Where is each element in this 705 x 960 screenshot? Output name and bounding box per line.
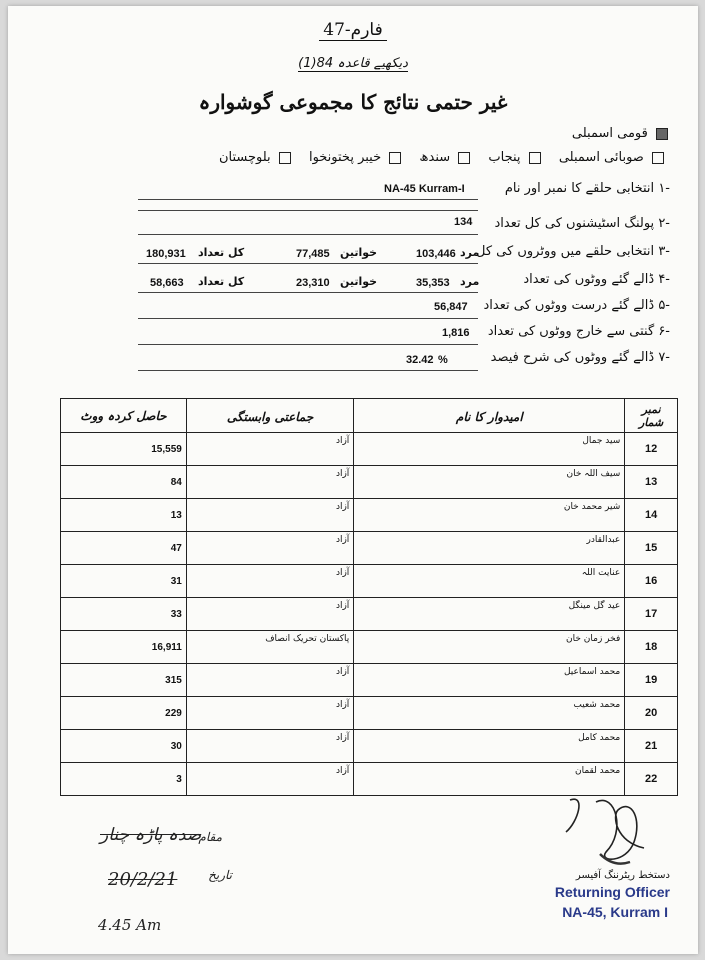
votes-cell: 30 bbox=[61, 730, 187, 763]
table-row bbox=[61, 664, 678, 697]
stamp-line-1: Returning Officer bbox=[554, 884, 670, 900]
table-row bbox=[61, 499, 678, 532]
name-cell: سید جمال bbox=[354, 433, 625, 466]
header-votes: حاصل کردہ ووٹ bbox=[61, 399, 187, 433]
name-cell: عبدالقادر bbox=[354, 532, 625, 565]
q4-total-value: 58,663 bbox=[150, 277, 184, 289]
date-value: 20/2/21 bbox=[108, 869, 178, 890]
serial-cell: 14 bbox=[625, 499, 678, 532]
party-cell: آزاد bbox=[186, 598, 353, 631]
table-row bbox=[61, 763, 678, 796]
party-cell: آزاد bbox=[186, 565, 353, 598]
q6-value: 1,816 bbox=[442, 327, 470, 339]
signature-label: دستخط ریٹرننگ آفیسر bbox=[575, 870, 670, 881]
q3-label: -۳ انتخابی حلقے میں ووٹروں کی کل bbox=[476, 244, 670, 259]
q7-value: 32.42 bbox=[406, 354, 434, 366]
kp-label: خیبر پختونخوا bbox=[308, 150, 382, 165]
votes-cell: 16,911 bbox=[61, 631, 187, 664]
q3-total-value: 180,931 bbox=[146, 248, 186, 260]
serial-cell: 18 bbox=[625, 631, 678, 664]
name-cell: محمد شعیب bbox=[354, 697, 625, 730]
q1-label: -۱ انتخابی حلقے کا نمبر اور نام bbox=[504, 181, 670, 196]
q7-line bbox=[138, 370, 478, 371]
signature-scribble bbox=[556, 792, 666, 870]
place-label: مقام bbox=[198, 830, 222, 844]
party-cell: آزاد bbox=[186, 532, 353, 565]
party-cell: پاکستان تحریک انصاف bbox=[186, 631, 353, 664]
name-cell: عنایت اللہ bbox=[354, 565, 625, 598]
main-title: غیر حتمی نتائج کا مجموعی گوشوارہ bbox=[198, 90, 508, 114]
q3-men-label: مرد bbox=[460, 246, 480, 259]
punjab-label: پنجاب bbox=[488, 150, 521, 165]
party-cell: آزاد bbox=[186, 730, 353, 763]
serial-cell: 15 bbox=[625, 532, 678, 565]
q5-value: 56,847 bbox=[434, 301, 468, 313]
name-cell: محمد کامل bbox=[354, 730, 625, 763]
option-kp[interactable] bbox=[309, 150, 401, 165]
q3-men-value: 103,446 bbox=[416, 248, 456, 260]
q4-total-label: کل تعداد bbox=[198, 275, 245, 288]
name-cell: سیف اللہ خان bbox=[354, 466, 625, 499]
votes-cell: 84 bbox=[61, 466, 187, 499]
punjab-checkbox[interactable] bbox=[529, 152, 541, 164]
form-title: فارم-47 bbox=[8, 20, 698, 40]
votes-cell: 31 bbox=[61, 565, 187, 598]
votes-cell: 47 bbox=[61, 532, 187, 565]
serial-cell: 13 bbox=[625, 466, 678, 499]
form-sheet bbox=[8, 6, 698, 954]
provincial-checkbox[interactable] bbox=[652, 152, 664, 164]
rule-reference: دیکھیے قاعدہ 84(1) bbox=[298, 56, 408, 71]
q2-value: 134 bbox=[454, 216, 473, 228]
votes-cell: 3 bbox=[61, 763, 187, 796]
option-balochistan[interactable] bbox=[219, 150, 291, 165]
q4-men-value: 35,353 bbox=[416, 277, 450, 289]
stamp-line-2: NA-45, Kurram I bbox=[562, 904, 668, 920]
table-row bbox=[61, 631, 678, 664]
name-cell: محمد لقمان bbox=[354, 763, 625, 796]
q6-line bbox=[138, 344, 478, 345]
q4-label: -۴ ڈالے گئے ووٹوں کی تعداد bbox=[523, 272, 670, 287]
table-row bbox=[61, 730, 678, 763]
header-no: نمبر شمار bbox=[625, 399, 678, 433]
table-row bbox=[61, 433, 678, 466]
votes-cell: 229 bbox=[61, 697, 187, 730]
table-row bbox=[61, 598, 678, 631]
q4-women-value: 23,310 bbox=[296, 277, 330, 289]
q4-line bbox=[138, 292, 478, 293]
serial-cell: 21 bbox=[625, 730, 678, 763]
q7-unit: % bbox=[438, 354, 448, 366]
q7-label: -۷ ڈالے گئے ووٹوں کی شرح فیصد bbox=[490, 350, 670, 365]
q1-value: NA-45 Kurram-I bbox=[384, 183, 465, 195]
table-header-row bbox=[61, 399, 678, 433]
option-sindh[interactable] bbox=[419, 150, 470, 165]
party-cell: آزاد bbox=[186, 433, 353, 466]
date-label: تاریخ bbox=[208, 868, 232, 882]
party-cell: آزاد bbox=[186, 697, 353, 730]
header-party: جماعتی وابستگی bbox=[186, 399, 353, 433]
name-cell: محمد اسماعیل bbox=[354, 664, 625, 697]
party-cell: آزاد bbox=[186, 466, 353, 499]
party-cell: آزاد bbox=[186, 763, 353, 796]
table-row bbox=[61, 697, 678, 730]
table-row bbox=[61, 532, 678, 565]
party-cell: آزاد bbox=[186, 664, 353, 697]
q6-label: -۶ گنتی سے خارج ووٹوں کی تعداد bbox=[487, 324, 670, 339]
kp-checkbox[interactable] bbox=[389, 152, 401, 164]
serial-cell: 22 bbox=[625, 763, 678, 796]
table-row bbox=[61, 565, 678, 598]
time-value: 4.45 Am bbox=[98, 916, 162, 934]
national-checkbox[interactable] bbox=[656, 128, 668, 140]
provincial-label: صوبائی اسمبلی bbox=[558, 150, 644, 165]
q3-women-value: 77,485 bbox=[296, 248, 330, 260]
votes-cell: 315 bbox=[61, 664, 187, 697]
q3-line bbox=[138, 263, 478, 264]
votes-cell: 13 bbox=[61, 499, 187, 532]
sindh-checkbox[interactable] bbox=[458, 152, 470, 164]
q1-line bbox=[138, 199, 478, 200]
option-provincial[interactable] bbox=[559, 150, 664, 165]
serial-cell: 16 bbox=[625, 565, 678, 598]
q4-men-label: مرد bbox=[460, 275, 480, 288]
serial-cell: 20 bbox=[625, 697, 678, 730]
party-cell: آزاد bbox=[186, 499, 353, 532]
q4-women-label: خواتین bbox=[340, 275, 378, 288]
balochistan-label: بلوچستان bbox=[218, 150, 271, 165]
place-value: صدہ پاڑہ چنار bbox=[100, 825, 202, 845]
serial-cell: 17 bbox=[625, 598, 678, 631]
name-cell: شیر محمد خان bbox=[354, 499, 625, 532]
balochistan-checkbox[interactable] bbox=[279, 152, 291, 164]
sindh-label: سندھ bbox=[419, 150, 451, 165]
q5-line bbox=[138, 318, 478, 319]
q2-line bbox=[138, 234, 478, 235]
table-row bbox=[61, 466, 678, 499]
q1-line-2 bbox=[138, 210, 478, 211]
option-row-provincial bbox=[205, 150, 664, 165]
header-name: امیدوار کا نام bbox=[354, 399, 625, 433]
q2-label: -۲ پولنگ اسٹیشنوں کی کل تعداد bbox=[494, 216, 670, 231]
q5-label: -۵ ڈالے گئے درست ووٹوں کی تعداد bbox=[483, 298, 670, 313]
votes-cell: 15,559 bbox=[61, 433, 187, 466]
results-table bbox=[60, 398, 678, 796]
q3-total-label: کل تعداد bbox=[198, 246, 245, 259]
votes-cell: 33 bbox=[61, 598, 187, 631]
option-national[interactable] bbox=[572, 126, 668, 141]
option-punjab[interactable] bbox=[488, 150, 540, 165]
serial-cell: 19 bbox=[625, 664, 678, 697]
name-cell: فخر زمان خان bbox=[354, 631, 625, 664]
name-cell: عید گل مینگل bbox=[354, 598, 625, 631]
q3-women-label: خواتین bbox=[340, 246, 378, 259]
national-label: قومی اسمبلی bbox=[571, 126, 648, 141]
serial-cell: 12 bbox=[625, 433, 678, 466]
